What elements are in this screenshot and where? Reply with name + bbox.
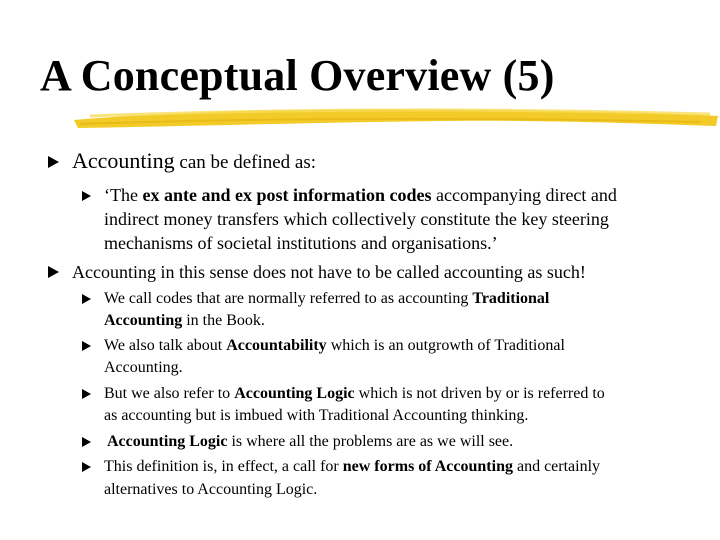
point-1-line-2 xyxy=(104,310,265,332)
point-bold-text: Traditional xyxy=(472,290,550,307)
arrow-bullet-icon xyxy=(48,156,59,168)
point-text: But we also refer to xyxy=(104,385,235,402)
point-2-line-1 xyxy=(104,335,565,357)
arrow-bullet-icon xyxy=(82,437,91,447)
point-text: is where all the problems are as we will see. xyxy=(227,433,514,450)
point-text: which is not driven by or is referred to xyxy=(354,385,605,402)
bullet-keyword: Accounting xyxy=(72,148,175,173)
point-text: and certainly xyxy=(512,458,601,475)
point-5-line-1 xyxy=(104,456,600,478)
title-underline xyxy=(70,104,720,130)
point-text: which is an outgrowth of Traditional xyxy=(326,337,565,354)
point-bold-text: new forms of Accounting xyxy=(342,458,513,475)
quote-text: ‘The xyxy=(104,185,143,205)
arrow-bullet-icon xyxy=(82,191,91,201)
bullet-text: can be defined as: xyxy=(174,152,317,173)
point-text: We also talk about xyxy=(104,337,227,354)
quote-bold-text: ex ante and ex post information codes xyxy=(142,185,432,205)
quote-text: accompanying direct and xyxy=(431,185,617,205)
point-2-line-2: Accounting. xyxy=(104,359,183,376)
point-1-line-1 xyxy=(104,288,549,310)
arrow-bullet-icon xyxy=(48,266,59,278)
point-3-line-1 xyxy=(104,383,605,405)
point-text: This definition is, in effect, a call for xyxy=(104,458,343,475)
point-bold-text: Accounting xyxy=(104,312,183,329)
slide-title: A Conceptual Overview (5) xyxy=(40,51,555,100)
quote-line-3: mechanisms of societal institutions and organisations.’ xyxy=(104,233,498,253)
arrow-bullet-icon xyxy=(82,294,91,304)
arrow-bullet-icon xyxy=(82,389,91,399)
bullet-accounting-sense: Accounting in this sense does not have to be called accounting as such! xyxy=(72,262,586,282)
arrow-bullet-icon xyxy=(82,462,91,472)
bullet-accounting-definition xyxy=(72,149,316,175)
point-4-line-1 xyxy=(107,431,513,453)
point-5-line-2: alternatives to Accounting Logic. xyxy=(104,481,318,498)
point-bold-text: Accounting Logic xyxy=(234,385,355,402)
point-3-line-2: as accounting but is imbued with Traditional Accounting thinking. xyxy=(104,407,529,424)
point-text: We call codes that are normally referred to as accounting xyxy=(104,290,473,307)
quote-line-1 xyxy=(104,184,617,207)
point-bold-text: Accounting Logic xyxy=(107,433,228,450)
arrow-bullet-icon xyxy=(82,341,91,351)
point-text: in the Book. xyxy=(182,312,265,329)
point-bold-text: Accountability xyxy=(226,337,327,354)
quote-line-2: indirect money transfers which collectively constitute the key steering xyxy=(104,209,609,229)
